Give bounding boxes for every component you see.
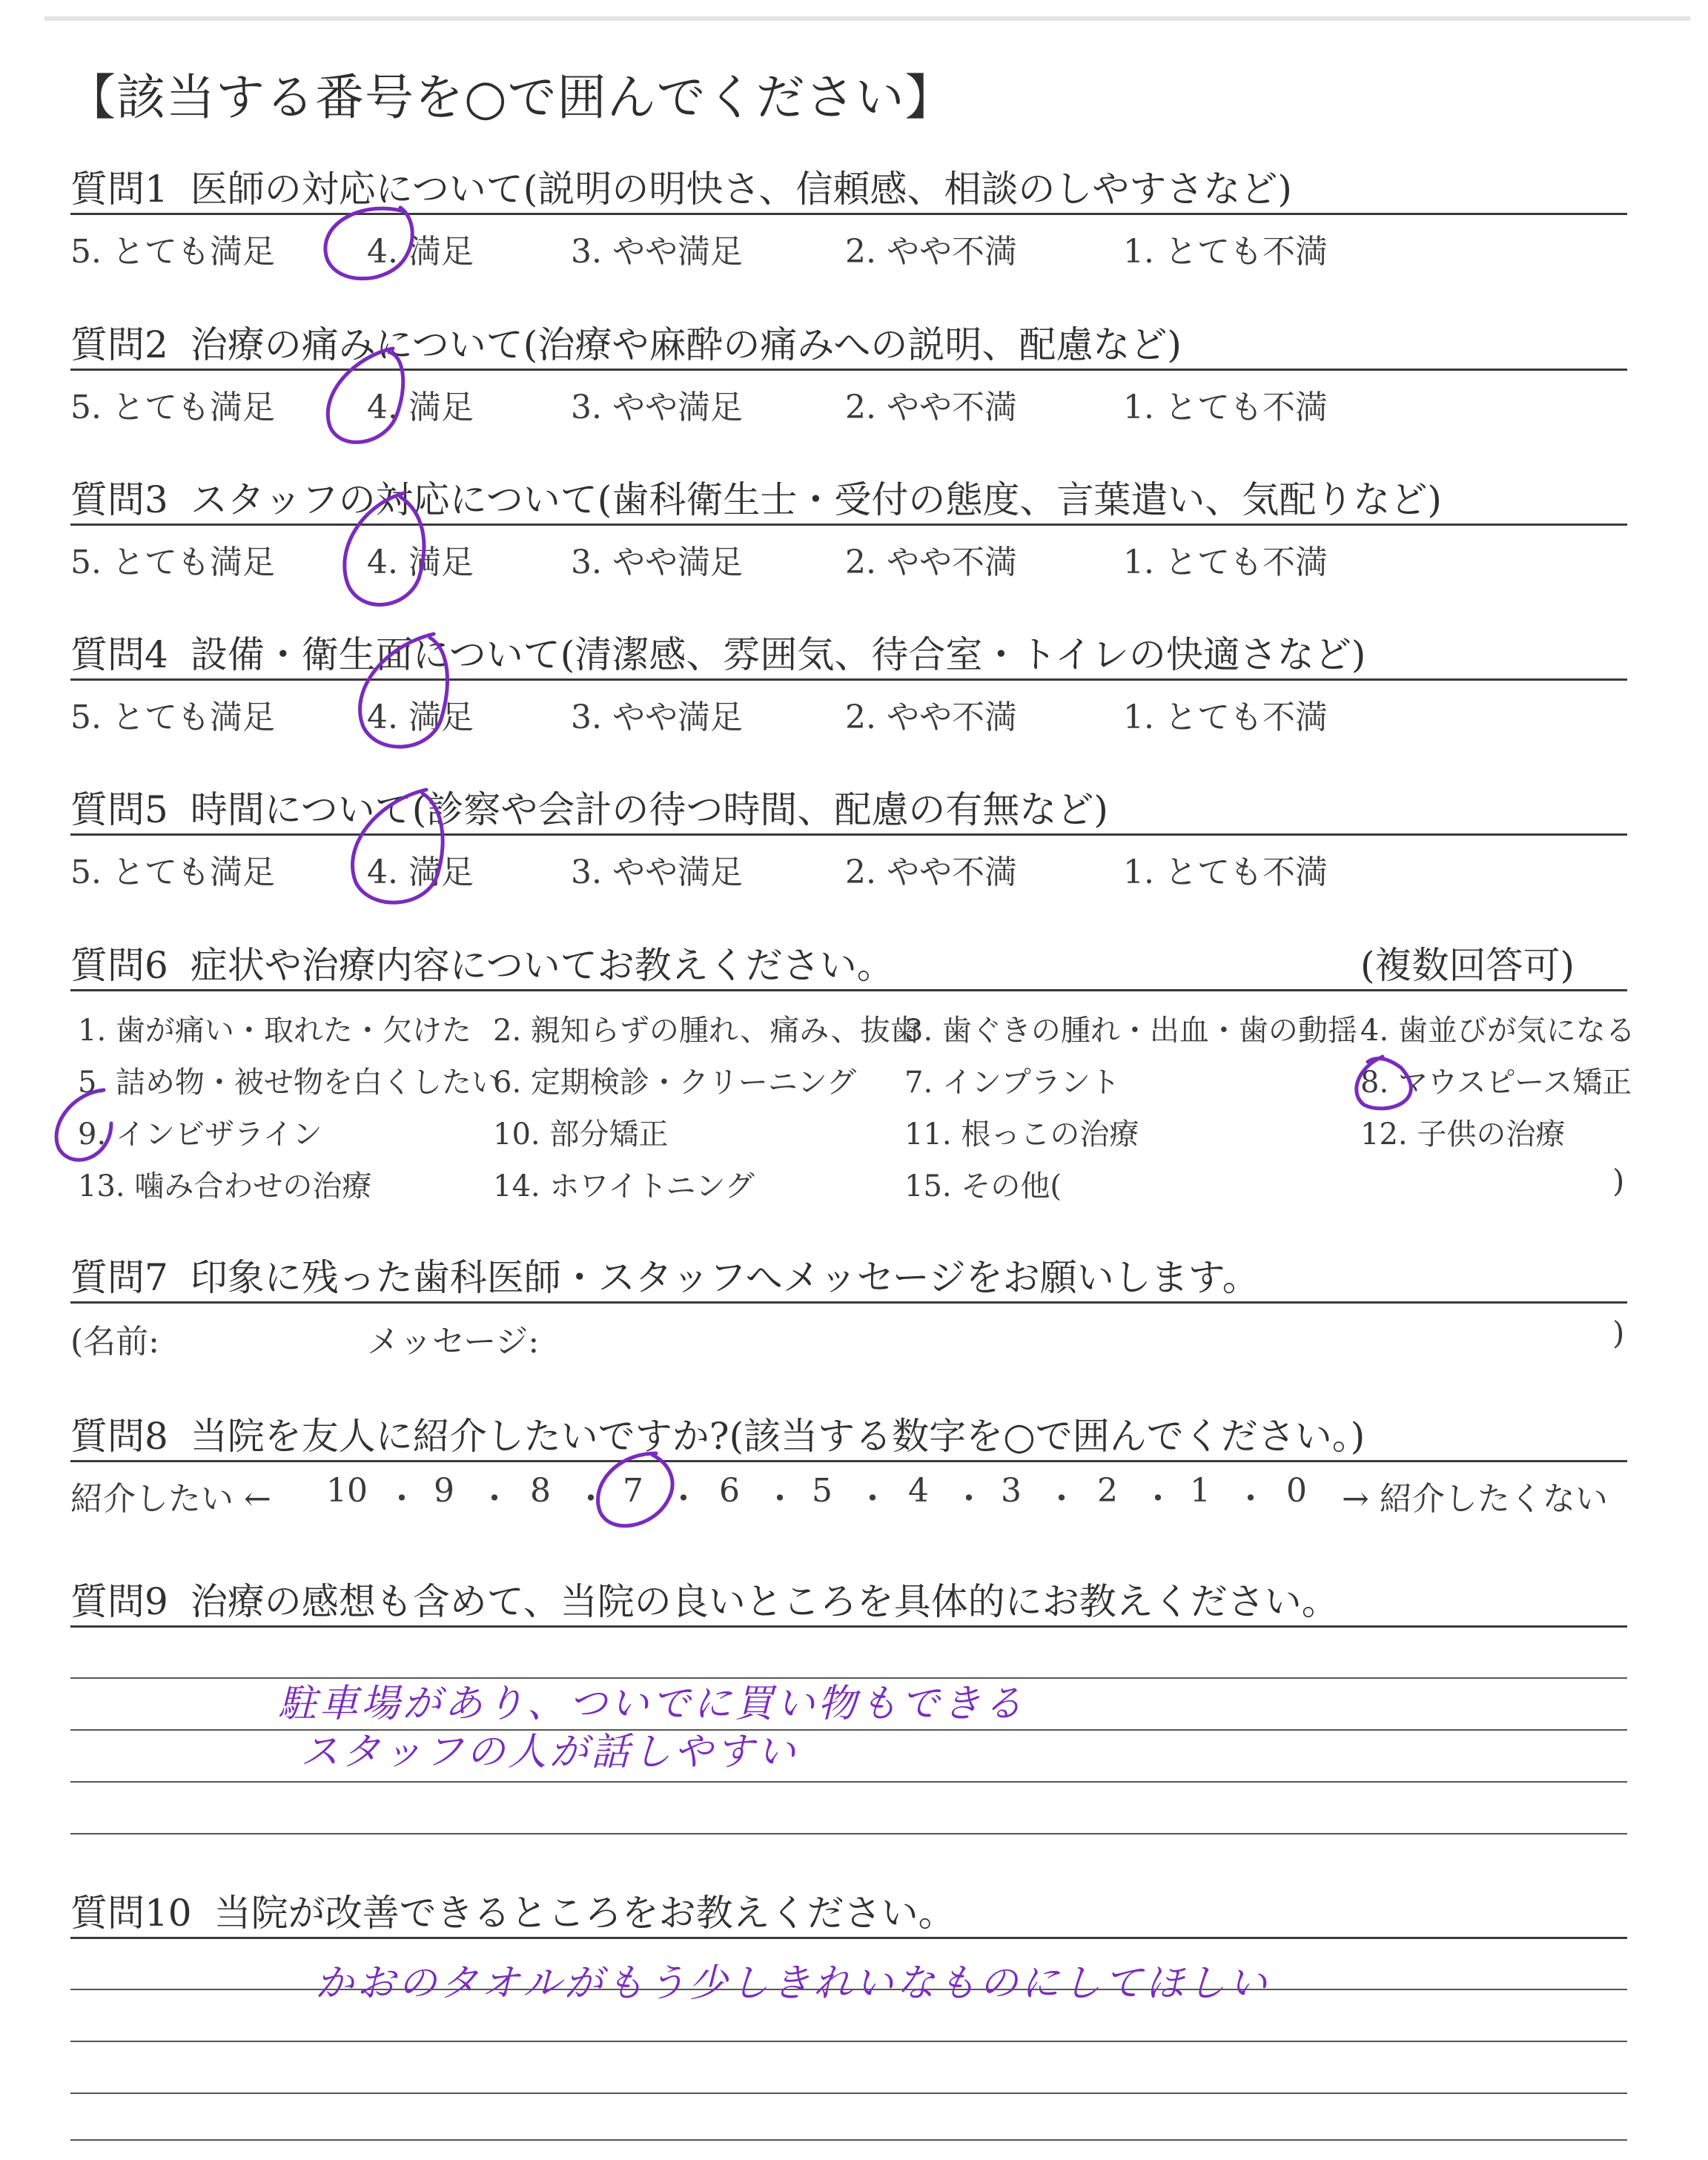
option-4[interactable]: 4. 満足 (367, 544, 474, 581)
question-label: 質問6 (70, 944, 168, 987)
scale-separator: ・ (856, 1480, 889, 1518)
answer-line (70, 1625, 1627, 1628)
name-label: (名前: (70, 1323, 159, 1361)
question-label: 質問1 (70, 168, 168, 211)
answer-line (70, 1781, 1627, 1783)
scale-separator: ・ (1045, 1480, 1078, 1518)
handwritten-answer-line: 駐車場があり、ついでに買い物もできる (278, 1682, 1026, 1726)
choice-11[interactable]: 11. 根っこの治療 (904, 1117, 1139, 1152)
scale-separator: ・ (385, 1480, 418, 1518)
question-label: 質問3 (70, 478, 168, 521)
answer-line (70, 2139, 1627, 2141)
option-1[interactable]: 1. とても不満 (1123, 233, 1328, 271)
message-label: メッセージ: (367, 1323, 540, 1361)
choice-3[interactable]: 3. 歯ぐきの腫れ・出血・歯の動揺 (904, 1014, 1357, 1048)
scale-3[interactable]: 3 (1001, 1472, 1022, 1510)
question-heading (70, 625, 1366, 678)
question-underline (70, 989, 1627, 991)
choice-7[interactable]: 7. インプラント (904, 1066, 1120, 1100)
choice-9[interactable]: 9. インビザライン (78, 1117, 322, 1152)
question-text: 治療の感想も含めて、当院の良いところを具体的にお教えください。 (190, 1580, 1339, 1623)
question-underline (70, 678, 1627, 681)
scale-separator: ・ (1234, 1480, 1267, 1518)
option-2[interactable]: 2. やや不満 (845, 389, 1017, 426)
question-label: 質問9 (70, 1580, 168, 1623)
option-4[interactable]: 4. 満足 (367, 389, 474, 426)
scan-edge (44, 16, 1690, 21)
option-4[interactable]: 4. 満足 (367, 853, 474, 891)
option-1[interactable]: 1. とても不満 (1123, 544, 1328, 581)
question-text: 当院が改善できるところをお教えください。 (214, 1892, 956, 1935)
choice-4[interactable]: 4. 歯並びが気になる (1360, 1014, 1635, 1048)
option-4[interactable]: 4. 満足 (367, 233, 474, 271)
question-label: 質問2 (70, 323, 168, 366)
scale-separator: ・ (953, 1480, 985, 1518)
answer-line (70, 1833, 1627, 1834)
page-title: 【該当する番号を○で囲んでください】 (67, 69, 955, 126)
option-4[interactable]: 4. 満足 (367, 698, 474, 736)
question-text: 時間について(診察や会計の待つ時間、配慮の有無など) (190, 788, 1108, 831)
scale-4[interactable]: 4 (908, 1472, 929, 1510)
scale-separator: ・ (667, 1480, 700, 1518)
question-text: 治療の痛みについて(治療や麻酔の痛みへの説明、配慮など) (190, 323, 1182, 366)
choice-6[interactable]: 6. 定期検診・クリーニング (493, 1066, 857, 1100)
answer-line (70, 1937, 1627, 1939)
scale-left-label: 紹介したい ← (70, 1480, 271, 1518)
question-text: スタッフの対応について(歯科衛生士・受付の態度、言葉遣い、気配りなど) (190, 478, 1442, 521)
choice-14[interactable]: 14. ホワイトニング (493, 1169, 755, 1203)
question-underline (70, 833, 1627, 836)
scale-1[interactable]: 1 (1190, 1472, 1211, 1510)
multiple-answer-note: (複数回答可) (1360, 944, 1575, 987)
scale-separator: ・ (478, 1480, 511, 1518)
other-close-paren: ) (1612, 1163, 1625, 1199)
option-3[interactable]: 3. やや満足 (571, 698, 743, 736)
option-1[interactable]: 1. とても不満 (1123, 698, 1328, 736)
option-1[interactable]: 1. とても不満 (1123, 389, 1328, 426)
question-heading (70, 1248, 1260, 1301)
scale-2[interactable]: 2 (1097, 1472, 1118, 1510)
option-3[interactable]: 3. やや満足 (571, 853, 743, 891)
question-underline (70, 369, 1627, 371)
question-heading (70, 780, 1108, 833)
scale-5[interactable]: 5 (812, 1472, 833, 1510)
question-heading (70, 159, 1292, 213)
question-underline (70, 524, 1627, 526)
question-heading (70, 1407, 1365, 1460)
choice-5[interactable]: 5. 詰め物・被せ物を白くしたい (78, 1066, 501, 1100)
scale-10[interactable]: 10 (326, 1472, 368, 1510)
scale-separator: ・ (575, 1480, 607, 1518)
question-underline (70, 1460, 1627, 1462)
option-5[interactable]: 5. とても満足 (70, 544, 275, 581)
question-underline (70, 1301, 1627, 1304)
option-2[interactable]: 2. やや不満 (845, 233, 1017, 271)
choice-15[interactable]: 15. その他( (904, 1169, 1062, 1203)
answer-line (70, 2093, 1627, 2094)
answer-line (70, 2041, 1627, 2042)
choice-12[interactable]: 12. 子供の治療 (1360, 1117, 1566, 1152)
option-5[interactable]: 5. とても満足 (70, 698, 275, 736)
question-text: 設備・衛生面について(清潔感、雰囲気、待合室・トイレの快適さなど) (190, 633, 1366, 676)
option-5[interactable]: 5. とても満足 (70, 389, 275, 426)
option-5[interactable]: 5. とても満足 (70, 233, 275, 271)
scale-6[interactable]: 6 (719, 1472, 740, 1510)
option-2[interactable]: 2. やや不満 (845, 698, 1017, 736)
scale-right-label: → 紹介したくない (1342, 1480, 1608, 1518)
scale-0[interactable]: 0 (1286, 1472, 1307, 1510)
question-label: 質問8 (70, 1415, 168, 1458)
message-close-paren: ) (1612, 1315, 1625, 1351)
question-label: 質問5 (70, 788, 168, 831)
choice-2[interactable]: 2. 親知らずの腫れ、痛み、抜歯 (493, 1014, 920, 1048)
question-text: 医師の対応について(説明の明快さ、信頼感、相談のしやすさなど) (190, 168, 1292, 211)
choice-10[interactable]: 10. 部分矯正 (493, 1117, 669, 1152)
scale-9[interactable]: 9 (434, 1472, 454, 1510)
scale-separator: ・ (1142, 1480, 1174, 1518)
question-heading (70, 1572, 1339, 1625)
question-heading (70, 936, 894, 989)
question-text: 印象に残った歯科医師・スタッフへメッセージをお願いします。 (190, 1256, 1260, 1299)
scale-8[interactable]: 8 (530, 1472, 551, 1510)
option-3[interactable]: 3. やや満足 (571, 544, 743, 581)
question-label: 質問10 (70, 1892, 192, 1935)
question-label: 質問4 (70, 633, 168, 676)
handwritten-answer-line: かおのタオルがもう少しきれいなものにしてほしい (315, 1961, 1271, 2006)
question-label: 質問7 (70, 1256, 168, 1299)
option-3[interactable]: 3. やや満足 (571, 233, 743, 271)
question-heading (70, 315, 1182, 369)
option-5[interactable]: 5. とても満足 (70, 853, 275, 891)
question-heading (70, 470, 1442, 524)
question-text: 症状や治療内容についてお教えください。 (190, 944, 894, 987)
option-2[interactable]: 2. やや不満 (845, 544, 1017, 581)
handwritten-answer-line: スタッフの人が話しやすい (300, 1730, 799, 1774)
option-2[interactable]: 2. やや不満 (845, 853, 1017, 891)
choice-8[interactable]: 8. マウスピース矯正 (1360, 1066, 1632, 1100)
choice-13[interactable]: 13. 噛み合わせの治療 (78, 1169, 372, 1203)
question-underline (70, 213, 1627, 215)
scale-7[interactable]: 7 (623, 1472, 643, 1510)
scale-separator: ・ (764, 1480, 796, 1518)
choice-1[interactable]: 1. 歯が痛い・取れた・欠けた (78, 1014, 471, 1048)
option-3[interactable]: 3. やや満足 (571, 389, 743, 426)
option-1[interactable]: 1. とても不満 (1123, 853, 1328, 891)
question-text: 当院を友人に紹介したいですか?(該当する数字を○で囲んでください。) (190, 1415, 1366, 1458)
question-heading (70, 1883, 956, 1937)
